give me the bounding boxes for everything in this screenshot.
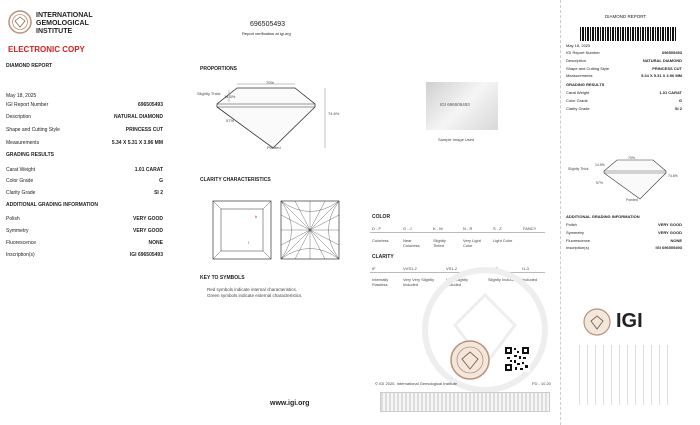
depth-percent: 74.6% (328, 111, 340, 116)
color-desc-very-light: Very Light Color (463, 238, 481, 248)
row-value: 1.01 CARAT (659, 90, 682, 95)
row-value: VERY GOOD (657, 222, 682, 227)
row-value: PRINCESS CUT (125, 127, 163, 133)
key-line-red: Red symbols indicate internal characteristics. (207, 287, 298, 292)
clarity-desc-i: Included (522, 277, 538, 282)
row-label: Fluorescence (6, 240, 37, 246)
verification-text[interactable]: Report verification at igi.org (242, 31, 291, 36)
gold-seal-icon (450, 340, 490, 380)
qr-code-icon[interactable] (504, 346, 530, 372)
row-label: Description (6, 114, 32, 120)
row-value: SI 2 (674, 106, 682, 111)
org-name (36, 12, 93, 36)
row-label: Inscription(s) (566, 245, 589, 250)
color-grade-km: K - M (433, 226, 443, 231)
right-row-symmetry (566, 230, 682, 237)
clarity-grade-vs: VS1-2 (446, 266, 458, 271)
key-line-green: Green symbols indicate external characteristics. (207, 293, 303, 298)
proportions-diagram (195, 78, 335, 153)
row-label: Symmetry (6, 228, 29, 234)
form-code: FD - 10.20 (532, 381, 551, 386)
row-value: SI 2 (154, 190, 163, 196)
clarity-characteristics-title: CLARITY CHARACTERISTICS (200, 177, 271, 183)
right-row-report-number (566, 50, 682, 57)
right-additional-title: ADDITIONAL GRADING INFORMATION (566, 214, 640, 219)
right-row-inscription (566, 245, 682, 252)
right-girdle-label: Slightly Thick (568, 167, 589, 171)
row-value: VERY GOOD (132, 216, 163, 222)
row-label: Inscription(s) (6, 252, 35, 258)
row-value: 696505493 (661, 50, 682, 55)
clarity-grade-si: SI1-2 (488, 266, 498, 271)
color-scale-line (370, 232, 545, 233)
row-value: 1.01 CARAT (134, 167, 163, 173)
row-value: NATURAL DIAMOND (642, 58, 682, 63)
row-value: NONE (148, 240, 163, 246)
clarity-scale-title: CLARITY (372, 254, 394, 260)
row-value: G (678, 98, 682, 103)
row-label: Shape and Cutting Style (6, 127, 60, 133)
report-type: DIAMOND REPORT (6, 63, 53, 69)
right-pavilion-percent: 57% (596, 181, 604, 185)
color-grade-sz: S - Z (493, 226, 502, 231)
left-row-carat (6, 167, 163, 175)
report-date: May 18, 2025 (6, 93, 37, 99)
color-desc-near-colorless: Near Colorless (403, 238, 420, 248)
right-row-measurements (566, 73, 682, 80)
clarity-plot-crown (212, 200, 272, 260)
igi-seal-icon (8, 10, 32, 34)
right-date: May 18, 2025 (566, 43, 591, 48)
color-grade-df: D - F (372, 226, 381, 231)
right-grading-title: GRADING RESULTS (566, 82, 605, 87)
right-title: DIAMOND REPORT (605, 14, 647, 19)
sample-inscription: IGI 696505493 (440, 102, 470, 107)
row-label: Symmetry (566, 230, 584, 235)
row-value: NONE (670, 238, 682, 243)
clarity-grade-i: I1-3 (522, 266, 529, 271)
barcode-icon (580, 27, 676, 41)
color-desc-slightly-tinted: Slightly Tinted (433, 238, 446, 248)
row-label: Polish (566, 222, 577, 227)
row-value: NATURAL DIAMOND (114, 114, 163, 120)
right-row-carat (566, 90, 682, 97)
row-value: 5.34 X 5.31 X 3.96 MM (641, 73, 682, 78)
left-row-description (6, 114, 163, 122)
row-label: Clarity Grade (566, 106, 590, 111)
clarity-desc-vvs: Very Very Slightly Included (403, 277, 435, 287)
right-row-fluorescence (566, 238, 682, 245)
cut-line (560, 0, 561, 425)
row-value: VERY GOOD (132, 228, 163, 234)
clarity-desc-si: Slightly Included (488, 277, 518, 282)
svg-text:b: b (255, 214, 258, 219)
right-row-color (566, 98, 682, 105)
left-row-polish (6, 216, 163, 224)
row-value: G (159, 178, 163, 184)
row-value: PRINCESS CUT (652, 66, 682, 71)
row-label: Color Grade (6, 178, 34, 184)
color-scale-title: COLOR (372, 214, 391, 220)
right-depth-percent: 74.6% (668, 174, 678, 178)
pavilion-percent: 57% (226, 118, 235, 123)
row-value: IGI 696505493 (129, 252, 163, 258)
left-row-color (6, 178, 163, 186)
right-stub-grid (575, 345, 675, 405)
row-label: Measurements (566, 73, 593, 78)
color-desc-colorless: Colorless (372, 238, 389, 243)
row-label: Clarity Grade (6, 190, 36, 196)
right-row-description (566, 58, 682, 65)
electronic-copy-label: ELECTRONIC COPY (8, 45, 85, 54)
row-value: VERY GOOD (657, 230, 682, 235)
row-label: Shape and Cutting Style (566, 66, 610, 71)
left-row-inscription (6, 252, 163, 260)
left-row-fluorescence (6, 240, 163, 248)
proportions-title: PROPORTIONS (200, 66, 237, 72)
left-row-symmetry (6, 228, 163, 236)
color-grade-gj: G - J (403, 226, 412, 231)
key-to-symbols-title: KEY TO SYMBOLS (200, 275, 245, 281)
right-row-clarity (566, 106, 682, 113)
row-label: Description (566, 58, 587, 63)
copyright-text: © IGI 2020, International Gemological Institute (375, 381, 458, 386)
grading-results-title: GRADING RESULTS (6, 152, 54, 158)
table-percent: 70% (266, 80, 275, 85)
security-strip (380, 392, 550, 412)
row-label: IGI Report Number (566, 50, 600, 55)
svg-text:ſ: ſ (248, 240, 249, 245)
additional-grading-title: ADDITIONAL GRADING INFORMATION (6, 202, 99, 208)
left-row-measurements (6, 140, 163, 148)
left-row-report-number (6, 102, 163, 110)
right-row-polish (566, 222, 682, 229)
clarity-desc-if: Internally Flawless (372, 277, 389, 287)
left-row-clarity (6, 190, 163, 198)
igi-logo-text: IGI (616, 310, 643, 332)
row-label: Carat Weight (6, 167, 36, 173)
row-label: IGI Report Number (6, 102, 49, 108)
girdle-label: Slightly Thick (197, 91, 221, 96)
right-table-percent: 70% (628, 156, 636, 160)
sample-caption: Sample Image Used (438, 137, 475, 142)
row-label: Carat Weight (566, 90, 590, 95)
report-number-top: 696505493 (250, 21, 286, 28)
row-label: Polish (6, 216, 20, 222)
row-value: 696505493 (137, 102, 163, 108)
right-crown-percent: 14.5% (595, 163, 605, 167)
clarity-plot-pavilion (280, 200, 340, 260)
color-grade-fancy: FANCY (523, 226, 537, 231)
org-line-1: INTERNATIONAL (36, 12, 93, 19)
sample-image (426, 82, 498, 130)
clarity-desc-vs: Very Slightly Included (446, 277, 469, 287)
left-row-shape (6, 127, 163, 135)
row-label: Measurements (6, 140, 40, 146)
row-label: Fluorescence (566, 238, 591, 243)
clarity-grade-if: IF (372, 266, 376, 271)
right-culet-label: Pointed (626, 198, 638, 202)
row-value: IGI 696505493 (655, 245, 682, 250)
clarity-grade-vvs: VVS1-2 (403, 266, 417, 271)
org-line-3: INSTITUTE (36, 28, 73, 35)
row-value: 5.34 X 5.31 X 3.96 MM (111, 140, 163, 146)
crown-percent: 14.5% (224, 94, 236, 99)
row-label: Color Grade (566, 98, 588, 103)
website-link[interactable]: www.igi.org (270, 400, 310, 407)
org-line-2: GEMOLOGICAL (36, 20, 89, 27)
color-desc-light: Light Color (493, 238, 513, 243)
right-row-shape (566, 66, 682, 73)
culet-label: Pointed (267, 145, 281, 150)
color-grade-nr: N - R (463, 226, 473, 231)
igi-logo-seal-icon (583, 308, 611, 336)
